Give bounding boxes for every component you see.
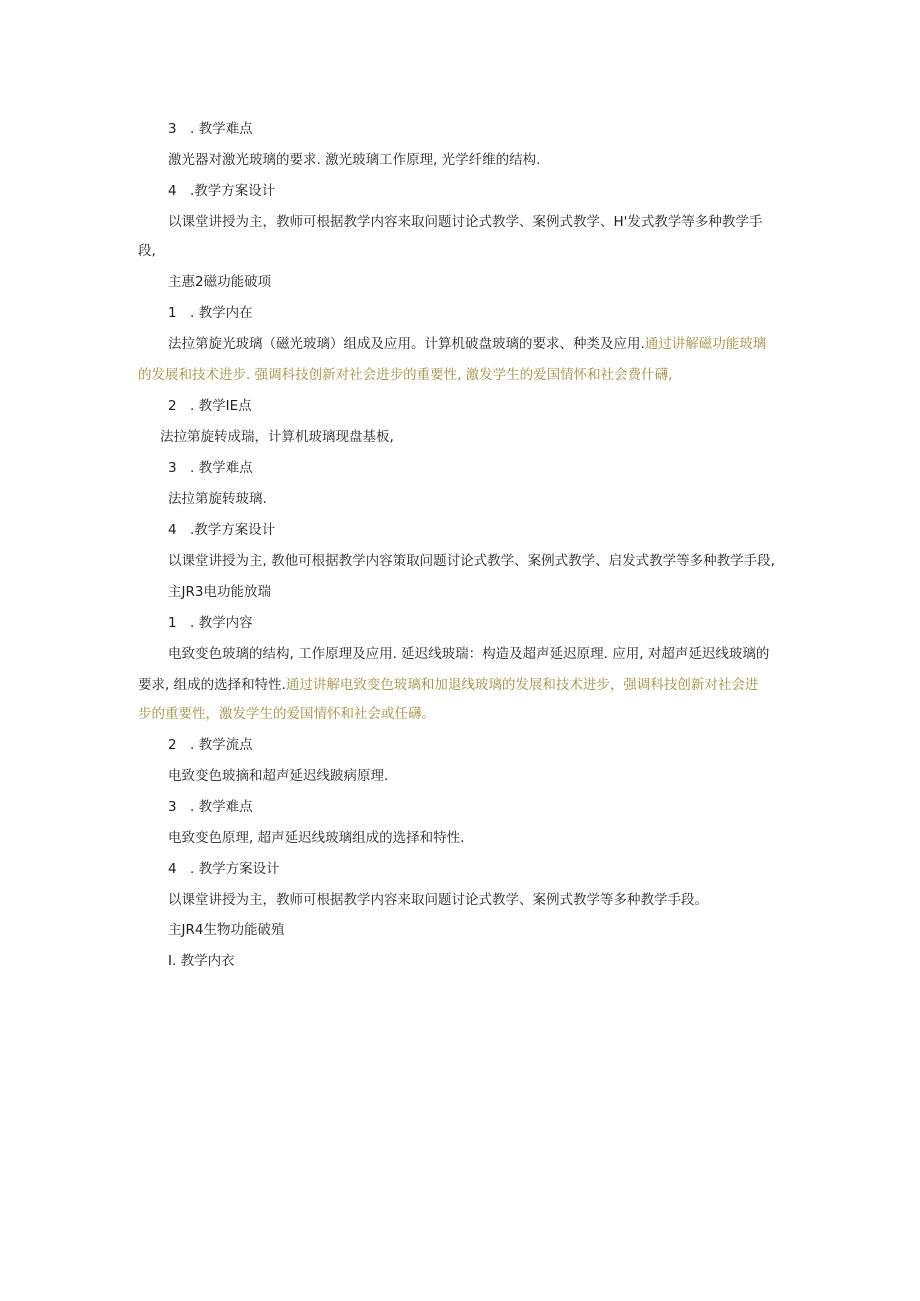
paragraph-magnetic-difficulty: 法拉第旋转玻璃. xyxy=(168,491,267,507)
paragraph-laser-difficulty: 激光器对激光玻璃的要求. 激光玻璃工作原理, 光学纤维的结构. xyxy=(168,152,541,168)
section-heading-content: 1 . 教学内容 xyxy=(168,615,253,631)
section-heading-key-points: 2 . 教学流点 xyxy=(168,737,253,753)
section-heading-teaching-plan: 4 .教学方案设计 xyxy=(168,183,276,199)
section-heading-content: 1 . 教学内在 xyxy=(168,305,253,321)
topic-title-electric: 主JR3电功能放瑞 xyxy=(168,584,271,600)
section-heading-teaching-plan: 4 .教学方案设计 xyxy=(168,522,276,538)
paragraph-magnetic-key-points: 法拉第旋转成瑞，计算机玻璃现盘基板, xyxy=(160,429,394,445)
section-heading-key-points: 2 . 教学IE点 xyxy=(168,398,252,414)
section-heading-difficulty: 3 . 教学难点 xyxy=(168,121,253,137)
paragraph-electric-difficulty: 电致变色原理, 超声延迟线玻璃组成的选择和特性. xyxy=(168,830,465,846)
topic-title-magnetic: 主惠2磁功能破项 xyxy=(168,274,272,290)
section-heading-difficulty: 3 . 教学难点 xyxy=(168,460,253,476)
paragraph-electric-content: 电致变色玻璃的结构, 工作原理及应用. 延迟线玻瑞：构造及超声延迟原理. 应用, 对超声延迟线玻璃的 xyxy=(168,646,770,662)
paragraph-electric-key-points: 电致变色玻摘和超声延迟线跛病原理. xyxy=(168,768,389,784)
paragraph-teaching-plan-cont: 段, xyxy=(138,243,156,259)
paragraph-electric-content-cont: 要求, 组成的选择和特性.通过讲解电致变色玻璃和加退线玻璃的发展和技术进步，强调科技创新对社会进 xyxy=(138,677,759,693)
section-heading-content: I. 教学内衣 xyxy=(168,953,235,969)
paragraph-magnetic-content-cont: 的发展和技术进步. 强调科技创新对社会进步的重要性, 激发学生的爱国情怀和社会费什礴, xyxy=(138,367,673,383)
section-heading-teaching-plan: 4 . 教学方案设计 xyxy=(168,861,280,877)
topic-title-biological: 主JR4生物功能破殖 xyxy=(168,922,285,938)
paragraph-teaching-plan: 以课堂讲授为主，教师可根据教学内容来取问题讨论式教学、案例式教学、H'发式教学等多种教学手 xyxy=(168,214,763,230)
paragraph-electric-content-cont2: 步的重要性，激发学生的爱国情怀和社会或任礴。 xyxy=(138,706,435,722)
paragraph-teaching-plan: 以课堂讲授为主，教师可根据教学内容来取问题讨论式教学、案例式教学等多种教学手段。 xyxy=(168,892,708,908)
paragraph-magnetic-content: 法拉第旋光玻璃（磁光玻璃）组成及应用。计算机破盘玻璃的要求、种类及应用.通过讲解磁功能玻璃 xyxy=(168,336,767,352)
section-heading-difficulty: 3 . 教学难点 xyxy=(168,799,253,815)
paragraph-teaching-plan: 以课堂讲授为主, 教他可根据教学内容策取问题讨论式教学、案例式教学、启发式教学等多种教学手段, xyxy=(168,553,775,569)
